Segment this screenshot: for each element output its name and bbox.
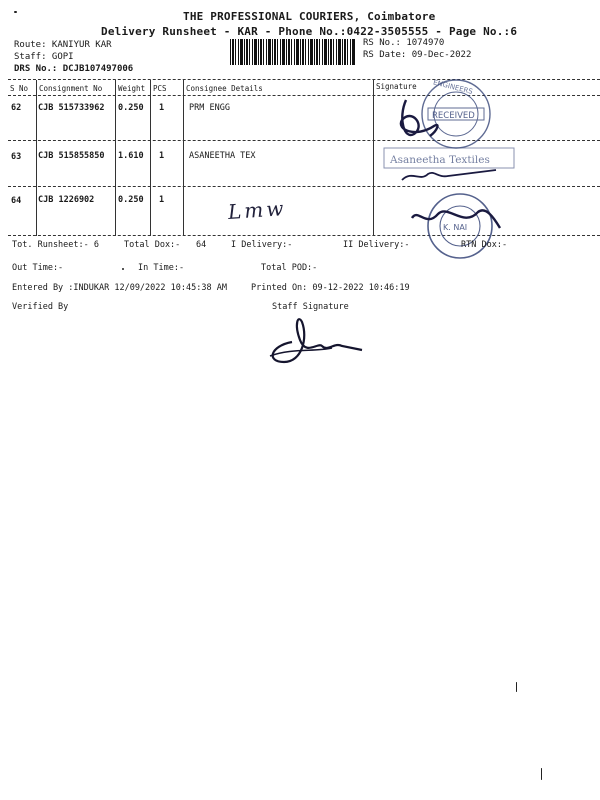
staff-signature-label: Staff Signature [272,302,349,312]
speck-mark [122,268,124,270]
route-label: Route: KANIYUR KAR [14,40,112,50]
stamp2-text: Asaneetha Textiles [390,154,490,166]
printed-on: Printed On: 09-12-2022 10:46:19 [251,283,410,293]
col-rule [36,80,37,236]
row-consignee: PRM ENGG [189,103,230,113]
row-weight: 1.610 [118,151,144,161]
handwritten-note: Lmw [227,195,288,225]
row-consignment: CJB 515855850 [38,151,105,161]
verified-by: Verified By [12,302,69,312]
row-pcs: 1 [159,195,165,205]
stamp3-center-text: K. NAI [443,223,468,232]
staff-signature-scribble-icon [262,312,372,372]
col-signature-header: Signature [376,82,417,91]
col-pcs-header: PCS [153,84,167,93]
stamp1-ring-text: ENGINEERS [432,78,474,96]
col-rule [150,80,151,236]
out-time: Out Time:- [12,263,64,273]
row-pcs: 1 [159,151,165,161]
in-time: In Time:- [138,263,185,273]
signature-scribble-icon [402,170,496,180]
i-delivery: I Delivery:- [231,240,293,250]
speck-mark [541,768,542,780]
row-pcs: 1 [159,103,165,113]
total-runsheet: Tot. Runsheet:- 6 [12,240,99,250]
rs-number: RS No.: 1074970 [363,38,445,48]
col-sno-header: S No [10,84,29,93]
rtn-dox: RTN Dox:- [461,240,508,250]
total-dox-label: Total Dox:- [124,240,181,250]
drs-number: DRS No.: DCJB107497006 [14,64,134,74]
row-consignment: CJB 1226902 [38,195,95,205]
row-sno: 62 [11,103,22,113]
speck-mark [14,11,17,13]
row-sno: 64 [11,196,22,206]
runsheet-subtitle: Delivery Runsheet - KAR - Phone No.:0422-3505555 - Page No.:6 [101,25,518,38]
total-pod: Total POD:- [261,263,318,273]
entered-by: Entered By :INDUKAR 12/09/2022 10:45:38 AM [12,283,227,293]
row-consignee: ASANEETHA TEX [189,151,256,161]
row-weight: 0.250 [118,103,144,113]
barcode [230,39,356,65]
staff-label: Staff: GOPI [14,52,74,62]
col-rule [183,80,184,236]
total-dox-value: 64 [196,240,207,250]
row-weight: 0.250 [118,195,144,205]
col-consignee-header: Consignee Details [186,84,263,93]
col-weight-header: Weight [118,84,146,93]
speck-mark [516,682,517,692]
col-consignment-header: Consignment No [39,84,103,93]
company-title: THE PROFESSIONAL COURIERS, Coimbatore [183,10,436,23]
stamp1-center-text: RECEIVED [432,111,475,121]
row-consignment: CJB 515733962 [38,103,105,113]
col-rule [115,80,116,236]
row-sno: 63 [11,152,22,162]
rs-date: RS Date: 09-Dec-2022 [363,50,472,60]
ii-delivery: II Delivery:- [343,240,410,250]
